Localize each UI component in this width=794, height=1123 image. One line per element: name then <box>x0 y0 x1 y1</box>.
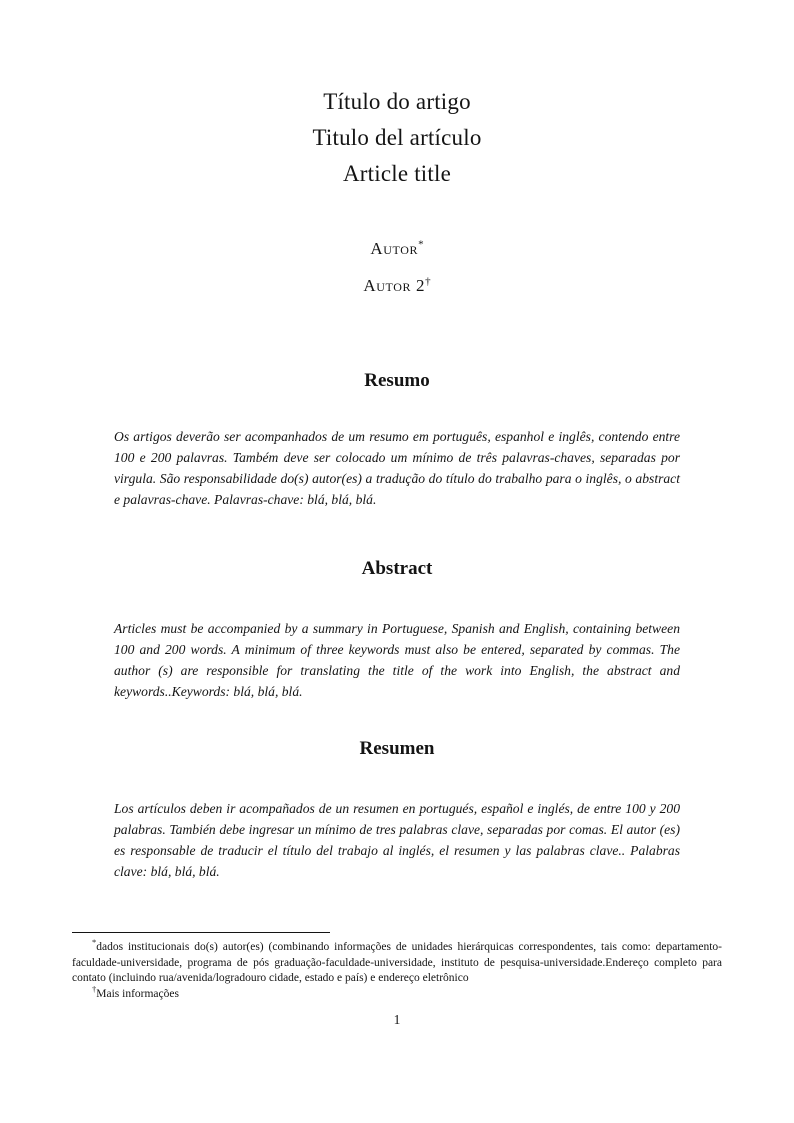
section-body-resumen: Los artículos deben ir acompañados de un resumen en portugués, español e inglés, de entre 100 y 200 palabras. También debe ingresar un mínimo de tres palabras clave, separadas por comas. El autor (es) es responsable de traducir el título del trabajo al inglés, el resumen y las palabras clave.. Palabras clave: blá, blá, blá. <box>114 801 680 879</box>
title-block <box>0 0 794 192</box>
footnote-2-text: Mais informações <box>96 987 179 1000</box>
section-body-abstract: Articles must be accompanied by a summary in Portuguese, Spanish and English, containing between 100 and 200 words. A minimum of three keywords must also be entered, separated by commas. The author (s) are responsible for translating the title of the work into English, the abstract and keywords..Keywords: blá, blá, blá. <box>114 621 680 699</box>
section-heading-resumen: Resumen <box>359 738 435 759</box>
footnote-2-mark: † <box>92 983 97 994</box>
article-title-english: Article title <box>343 161 451 186</box>
page-number: 1 <box>393 1012 401 1027</box>
footnote-block <box>72 932 722 1002</box>
section-heading-abstract: Abstract <box>361 558 433 579</box>
author-1 <box>0 230 794 267</box>
author-1-footnote-mark: * <box>418 238 424 251</box>
footnote-1 <box>72 937 722 987</box>
author-1-name: Autor <box>370 239 419 258</box>
article-title-portuguese: Título do artigo <box>323 89 471 114</box>
section-heading-resumo: Resumo <box>364 370 430 391</box>
author-2-footnote-mark: † <box>425 275 431 288</box>
footnote-1-text: dados institucionais do(s) autor(es) (combinando informações de unidades hierárquicas correspondentes, tais como: departamento-faculdade-universidade, programa de pós graduação-faculdade-universidade, instituto de pesquisa-universidade.Endereço completo para contato (incluindo rua/avenida/logradouro cidade, estado e país) e endereço eletrônico <box>72 941 722 984</box>
section-resumo <box>0 368 794 510</box>
section-abstract <box>0 556 794 702</box>
section-body-resumo: Os artigos deverão ser acompanhados de um resumo em português, espanhol e inglês, contendo entre 100 e 200 palavras. Também deve ser colocado um mínimo de três palavras-chaves, separadas por virgula. São responsabilidade do(s) autor(es) a tradução do título do trabalho para o inglês, o abstract e palavras-chave. Palavras-chave: blá, blá, blá. <box>114 429 680 507</box>
author-2-name: Autor 2 <box>363 276 426 295</box>
section-resumen <box>0 736 794 882</box>
footnote-rule <box>72 932 330 933</box>
article-title-spanish: Titulo del artículo <box>312 125 482 150</box>
author-2 <box>0 267 794 304</box>
footnote-2 <box>72 983 722 1003</box>
author-block <box>0 230 794 304</box>
footnote-1-mark: * <box>92 937 97 948</box>
